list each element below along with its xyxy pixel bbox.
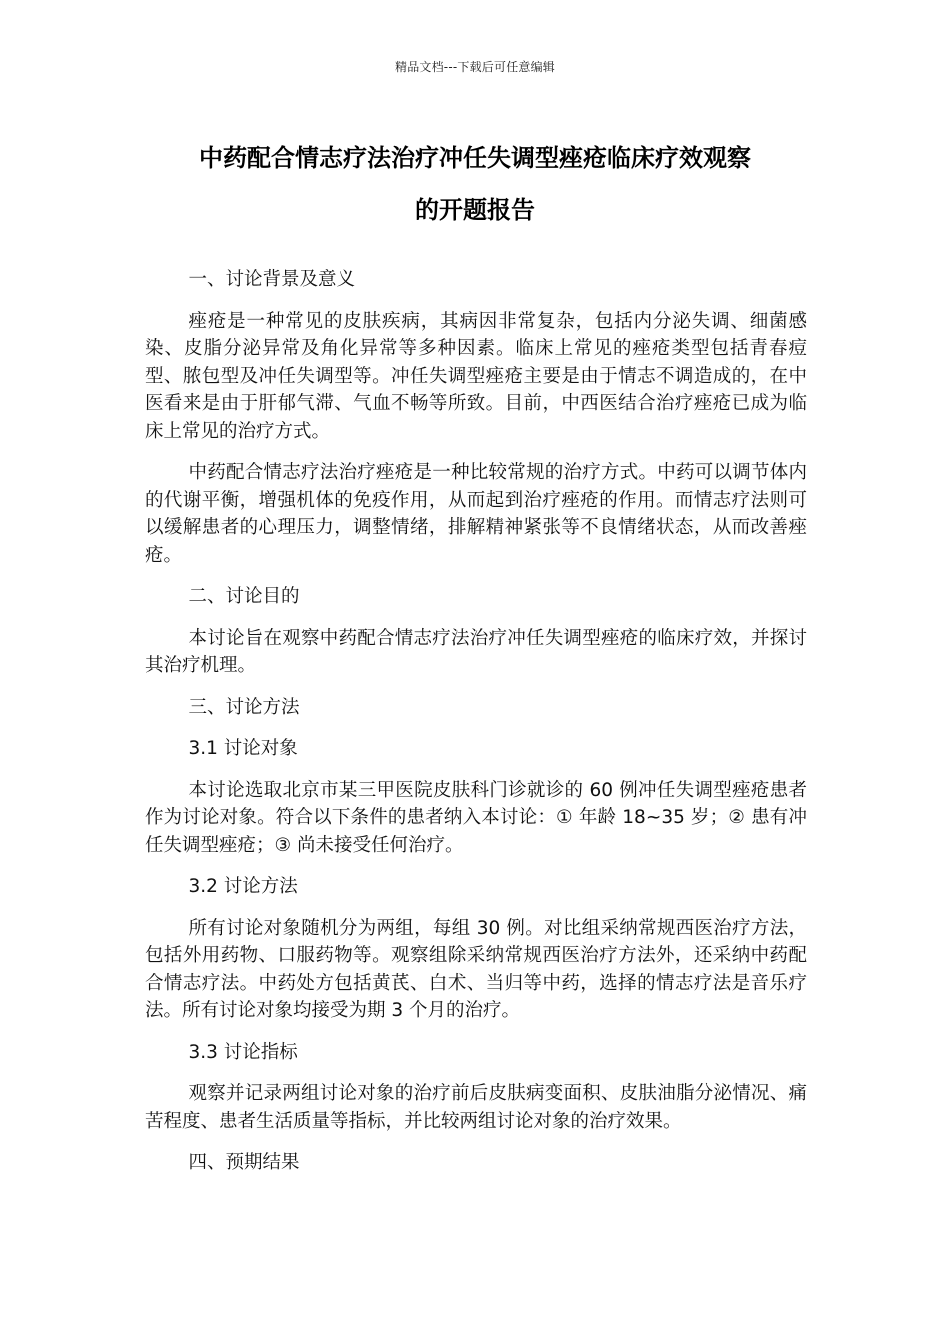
document-title-line1: 中药配合情志疗法治疗冲任失调型痤疮临床疗效观察 — [199, 144, 751, 172]
document-body — [145, 266, 807, 1191]
paragraph-methods: 所有讨论对象随机分为两组，每组 30 例。对比组采纳常规西医治疗方法，包括外用药物、口服药物等。观察组除采纳常规西医治疗方法外，还采纳中药配合情志疗法。中药处方包括黄芪、白术、当归等中药，选择的情志疗法是音乐疗法。所有讨论对象均接受为期 3 个月的治疗。 — [145, 917, 807, 1021]
section-heading-purpose: 二、讨论目的 — [188, 586, 300, 607]
section-heading-methods: 三、讨论方法 — [188, 696, 300, 718]
subsection-heading-subjects: 3.1 讨论对象 — [188, 738, 298, 759]
subsection-heading-indicators: 3.3 讨论指标 — [188, 1041, 298, 1063]
paragraph-purpose: 本讨论旨在观察中药配合情志疗法治疗冲任失调型痤疮的临床疗效，并探讨其治疗机理。 — [145, 627, 807, 676]
header-note: 精品文档---下载后可任意编辑 — [395, 60, 555, 74]
paragraph-background-1: 痤疮是一种常见的皮肤疾病，其病因非常复杂，包括内分泌失调、细菌感染、皮脂分泌异常及角化异常等多种因素。临床上常见的痤疮类型包括青春痘型、脓包型及冲任失调型等。冲任失调型痤疮主要是由于情志不调造成的，在中医看来是由于肝郁气滞、气血不畅等所致。目前，中西医结合治疗痤疮已成为临床上常见的治疗方式。 — [145, 310, 807, 442]
section-heading-background: 一、讨论背景及意义 — [188, 269, 355, 290]
document-title-line2: 的开题报告 — [415, 196, 535, 224]
paragraph-subjects: 本讨论选取北京市某三甲医院皮肤科门诊就诊的 60 例冲任失调型痤疮患者作为讨论对象。符合以下条件的患者纳入本讨论：① 年龄 18~35 岁；② 患有冲任失调型痤疮；③ 尚未接受任何治疗。 — [145, 779, 807, 856]
section-heading-expected-results: 四、预期结果 — [188, 1152, 300, 1173]
subsection-heading-methods: 3.2 讨论方法 — [188, 876, 298, 897]
paragraph-background-2: 中药配合情志疗法治疗痤疮是一种比较常规的治疗方式。中药可以调节体内的代谢平衡，增强机体的免疫作用，从而起到治疗痤疮的作用。而情志疗法则可以缓解患者的心理压力，调整情绪，排解精神紧张等不良情绪状态，从而改善痤疮。 — [145, 462, 807, 566]
paragraph-indicators: 观察并记录两组讨论对象的治疗前后皮肤病变面积、皮肤油脂分泌情况、痛苦程度、患者生活质量等指标，并比较两组讨论对象的治疗效果。 — [145, 1083, 807, 1132]
